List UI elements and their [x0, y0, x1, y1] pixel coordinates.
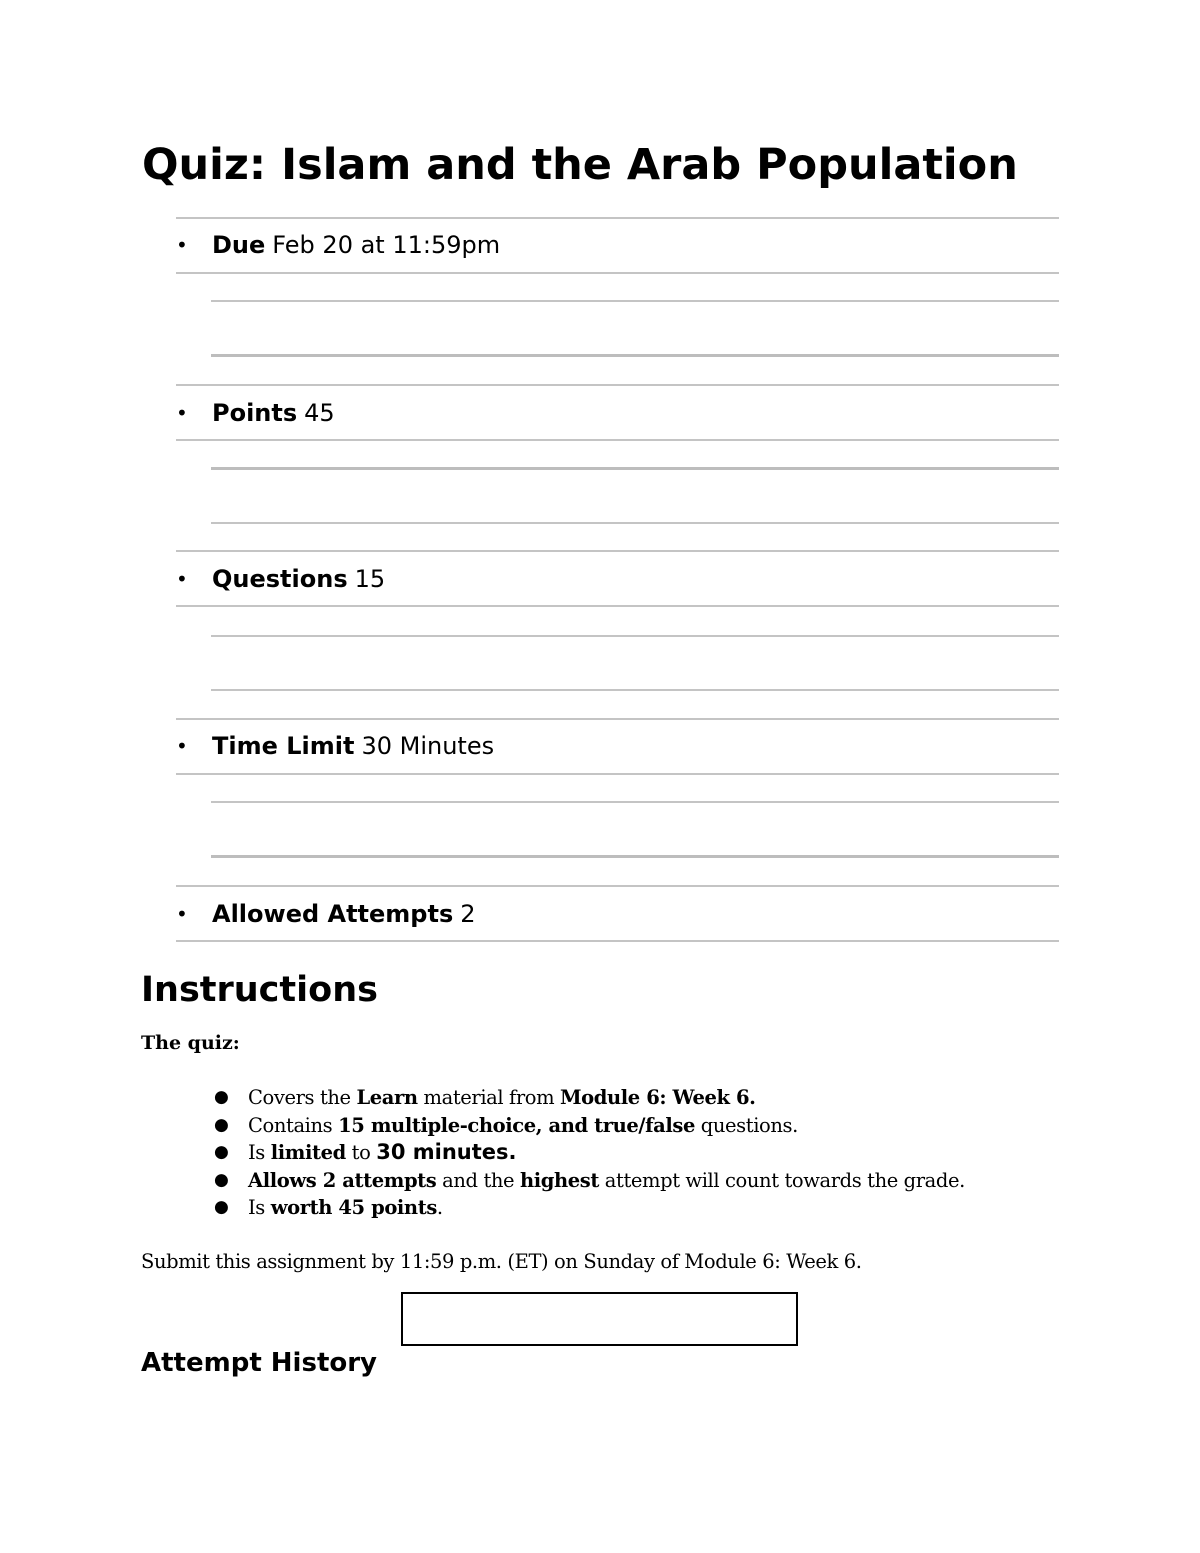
detail-item-due	[176, 225, 500, 265]
divider	[176, 885, 1059, 887]
divider	[176, 605, 1059, 607]
divider	[176, 272, 1059, 274]
bold-text: 30 minutes.	[376, 1140, 517, 1164]
text-run: Is	[248, 1141, 271, 1164]
bullet-icon: ●	[214, 1142, 229, 1162]
divider	[211, 354, 1059, 357]
list-item	[212, 1139, 965, 1167]
attempt-history-heading: Attempt History	[141, 1348, 378, 1378]
divider	[211, 300, 1059, 302]
bullet-icon: •	[176, 567, 188, 591]
divider	[176, 718, 1059, 720]
bullet-icon: •	[176, 734, 188, 758]
page-title: Quiz: Islam and the Arab Population	[142, 140, 1018, 190]
divider	[211, 467, 1059, 470]
bold-text: Learn	[356, 1086, 418, 1109]
questions-value: 15	[354, 565, 386, 593]
detail-item-allowed-attempts	[176, 894, 476, 934]
bullet-icon: •	[176, 401, 188, 425]
bold-text: worth 45 points	[270, 1196, 437, 1219]
instructions-list	[212, 1084, 965, 1222]
bullet-icon: ●	[214, 1114, 229, 1135]
due-label: Due	[212, 231, 266, 259]
points-value: 45	[304, 399, 335, 427]
due-value: Feb 20 at 11:59pm	[272, 231, 501, 259]
divider	[176, 550, 1059, 552]
time-limit-value: 30 Minutes	[361, 732, 495, 760]
divider	[176, 217, 1059, 219]
text-run: Is	[248, 1196, 271, 1219]
submit-note: Submit this assignment by 11:59 p.m. (ET) on Sunday of Module 6: Week 6.	[141, 1250, 862, 1273]
bold-text: highest	[519, 1168, 599, 1192]
instructions-heading: Instructions	[141, 970, 378, 1010]
divider	[176, 940, 1059, 942]
list-item	[212, 1194, 965, 1222]
text-run: attempt will count towards the grade.	[598, 1168, 965, 1192]
divider	[176, 384, 1059, 386]
list-item	[212, 1112, 965, 1140]
divider	[176, 439, 1059, 441]
divider	[211, 855, 1059, 858]
bullet-icon: •	[176, 233, 188, 257]
attempt-history-box	[401, 1292, 798, 1346]
divider	[211, 635, 1059, 637]
list-item	[212, 1167, 965, 1195]
questions-label: Questions	[212, 565, 348, 593]
divider	[211, 522, 1059, 524]
bullet-icon: ●	[214, 1087, 229, 1107]
allowed-attempts-label: Allowed Attempts	[212, 900, 454, 928]
text-run: material from	[417, 1086, 560, 1109]
quiz-intro: The quiz:	[141, 1032, 240, 1054]
text-run: Contains	[248, 1113, 339, 1137]
divider	[176, 773, 1059, 775]
detail-item-questions	[176, 559, 385, 599]
text-run: questions.	[694, 1113, 798, 1137]
detail-item-time-limit	[176, 726, 494, 766]
text-run: Covers the	[248, 1086, 357, 1109]
bold-text: 15 multiple-choice, and true/false	[338, 1113, 695, 1137]
bullet-icon: •	[176, 902, 188, 926]
divider	[211, 801, 1059, 803]
text-run: and the	[436, 1168, 520, 1192]
list-item	[212, 1084, 965, 1112]
divider	[211, 689, 1059, 691]
text-run: to	[345, 1141, 377, 1164]
text-run: .	[436, 1196, 443, 1219]
time-limit-label: Time Limit	[212, 732, 355, 760]
allowed-attempts-value: 2	[460, 900, 476, 928]
points-label: Points	[212, 399, 298, 427]
bold-text: Module 6: Week 6.	[559, 1086, 756, 1109]
detail-item-points	[176, 393, 335, 433]
bold-text: limited	[270, 1141, 346, 1164]
bold-text: Allows 2 attempts	[248, 1168, 437, 1192]
bullet-icon: ●	[214, 1197, 229, 1217]
bullet-icon: ●	[214, 1169, 229, 1190]
